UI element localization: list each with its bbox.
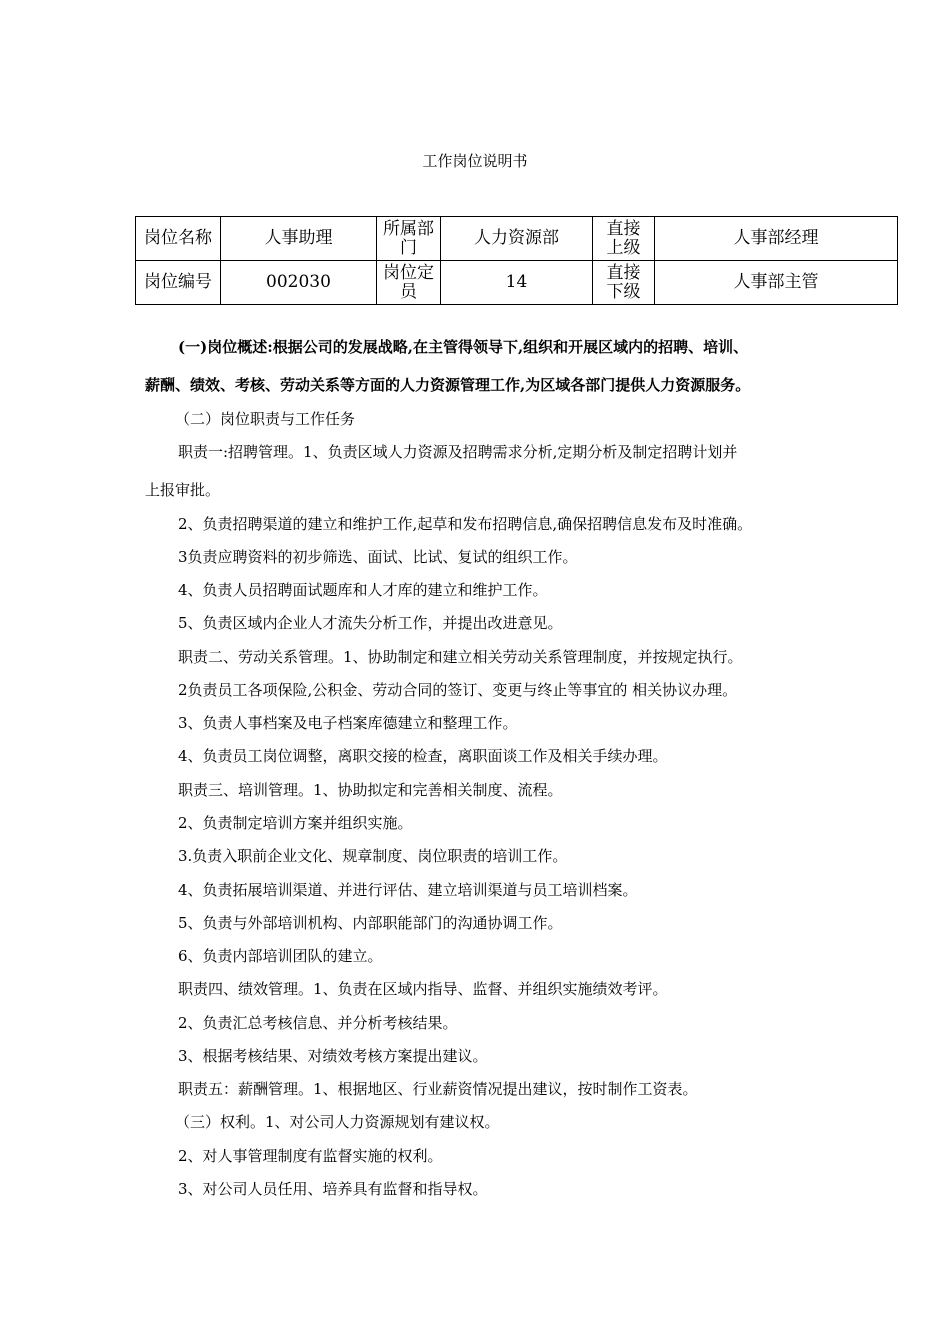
duty-1-item-4: 4、负责人员招聘面试题库和人才库的建立和维护工作。 <box>178 581 548 599</box>
duty-1-item-3: 3负责应聘资料的初步筛选、面试、比试、复试的组织工作。 <box>178 548 578 566</box>
duty-3-item-2: 2、负责制定培训方案并组织实施。 <box>178 814 413 832</box>
department-label: 所属部门 <box>377 217 441 261</box>
rights-line-1: （三）权利。1、对公司人力资源规划有建议权。 <box>175 1113 500 1131</box>
table-row <box>136 261 898 305</box>
duty-3-item-5: 5、负责与外部培训机构、内部职能部门的沟通协调工作。 <box>178 914 563 932</box>
rights-item-3: 3、对公司人员任用、培养具有监督和指导权。 <box>178 1180 488 1198</box>
headcount-value: 14 <box>441 261 593 305</box>
direct-subordinate-label: 直接下级 <box>593 261 655 305</box>
duty-1-item-5: 5、负责区域内企业人才流失分析工作，并提出改进意见。 <box>178 614 563 632</box>
document-title: 工作岗位说明书 <box>422 152 528 170</box>
direct-superior-value: 人事部经理 <box>655 217 898 261</box>
position-name-value: 人事助理 <box>221 217 377 261</box>
duty-2-item-3: 3、负责人事档案及电子档案库德建立和整理工作。 <box>178 714 518 732</box>
duty-3-item-6: 6、负责内部培训团队的建立。 <box>178 947 383 965</box>
position-name-label: 岗位名称 <box>136 217 221 261</box>
duty-3-item-4: 4、负责拓展培训渠道、并进行评估、建立培训渠道与员工培训档案。 <box>178 881 638 899</box>
rights-item-2: 2、对人事管理制度有监督实施的权利。 <box>178 1147 443 1165</box>
duty-5-line-1: 职责五：薪酬管理。1、根据地区、行业薪资情况提出建议，按时制作工资表。 <box>178 1080 698 1098</box>
overview-line-1: (一)岗位概述:根据公司的发展战略,在主管得领导下,组织和开展区域内的招聘、培训、 <box>178 338 749 356</box>
section-heading-duties: （二）岗位职责与工作任务 <box>175 410 356 428</box>
duty-3-line-1: 职责三、培训管理。1、协助拟定和完善相关制度、流程。 <box>178 781 563 799</box>
table-row <box>136 217 898 261</box>
duty-1-item-2: 2、负责招聘渠道的建立和维护工作,起草和发布招聘信息,确保招聘信息发布及时准确。 <box>178 515 753 533</box>
overview-line-2: 薪酬、绩效、考核、劳动关系等方面的人力资源管理工作,为区域各部门提供人力资源服务。 <box>145 376 751 394</box>
job-info-table <box>135 216 898 305</box>
duty-4-item-3: 3、根据考核结果、对绩效考核方案提出建议。 <box>178 1047 488 1065</box>
department-value: 人力资源部 <box>441 217 593 261</box>
position-code-value: 002030 <box>221 261 377 305</box>
duty-2-line-1: 职责二、劳动关系管理。1、协助制定和建立相关劳动关系管理制度，并按规定执行。 <box>178 648 743 666</box>
duty-1-line-2: 上报审批。 <box>145 481 221 499</box>
duty-4-item-2: 2、负责汇总考核信息、并分析考核结果。 <box>178 1014 458 1032</box>
headcount-label: 岗位定员 <box>377 261 441 305</box>
position-code-label: 岗位编号 <box>136 261 221 305</box>
duty-2-item-2: 2负责员工各项保险,公积金、劳动合同的签订、变更与终止等事宜的 相关协议办理。 <box>178 681 738 699</box>
direct-subordinate-value: 人事部主管 <box>655 261 898 305</box>
duty-2-item-4: 4、负责员工岗位调整，离职交接的检查，离职面谈工作及相关手续办理。 <box>178 747 668 765</box>
duty-4-line-1: 职责四、绩效管理。1、负责在区域内指导、监督、并组织实施绩效考评。 <box>178 980 668 998</box>
duty-1-line-1: 职责一:招聘管理。1、负责区域人力资源及招聘需求分析,定期分析及制定招聘计划并 <box>178 443 738 461</box>
duty-3-item-3: 3.负责入职前企业文化、规章制度、岗位职责的培训工作。 <box>178 847 568 865</box>
direct-superior-label: 直接上级 <box>593 217 655 261</box>
